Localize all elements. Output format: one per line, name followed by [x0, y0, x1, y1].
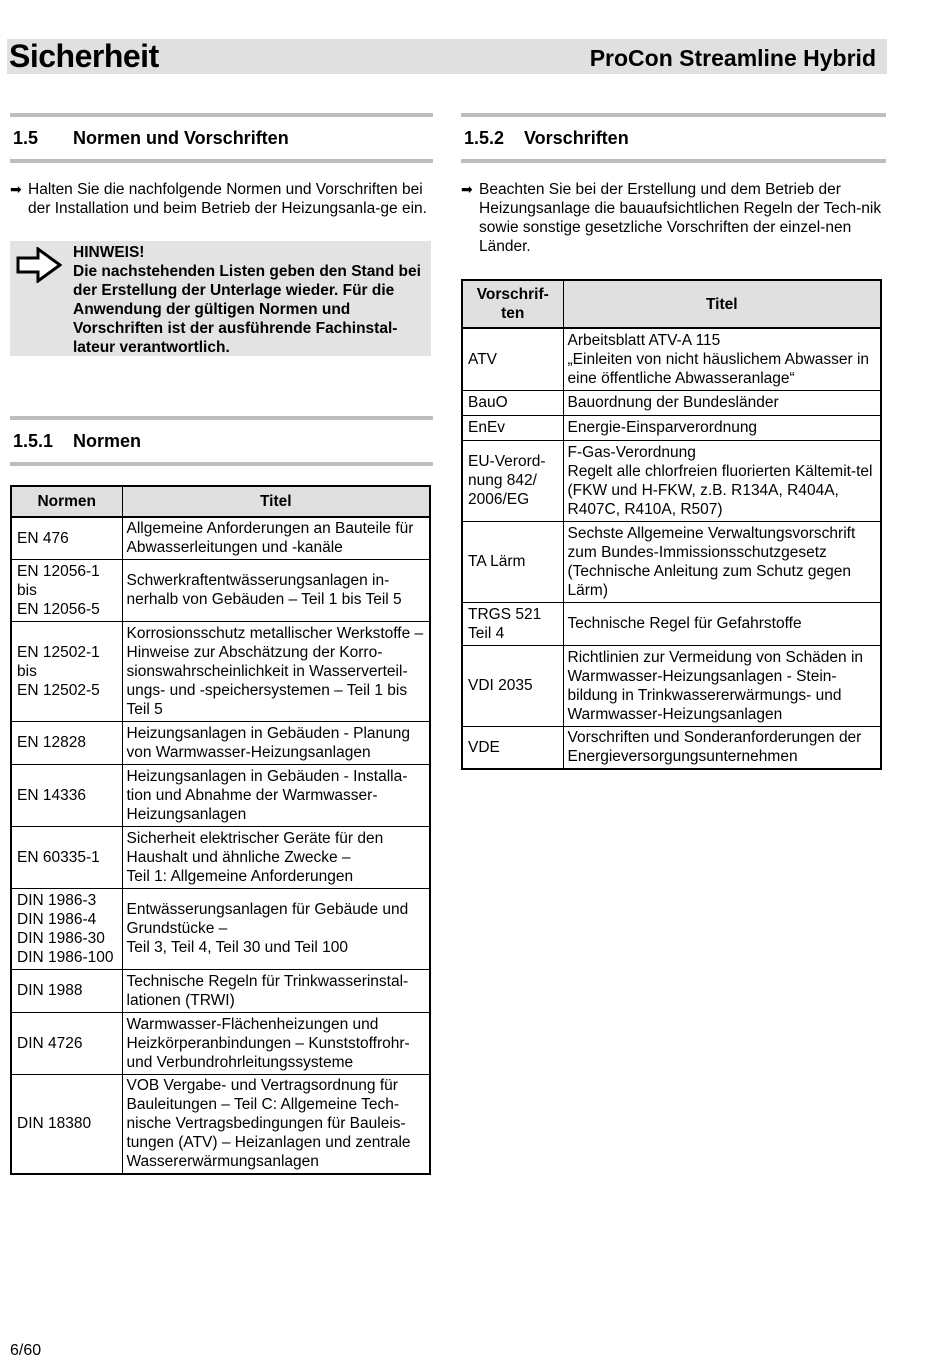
table-cell-key: TA Lärm [462, 521, 563, 602]
column-header: Normen [11, 486, 122, 517]
table-cell-key: EU-Verord- nung 842/ 2006/EG [462, 440, 563, 521]
table-row [462, 602, 881, 645]
table-row [11, 764, 430, 826]
section-heading-1-5 [10, 113, 433, 163]
table-cell-title: VOB Vergabe- und Vertragsordnung für Bauleitungen – Teil C: Allgemeine Tech-nische Vertragsbedingungen für Bauleis-tungen (ATV) – Heizanlagen und zentrale Wassererwärmungsanlagen [122, 1074, 430, 1174]
hint-title: HINWEIS! [73, 244, 145, 261]
section-heading-1-5-1 [10, 416, 433, 466]
table-cell-key: EnEv [462, 415, 563, 440]
table-cell-key: ATV [462, 328, 563, 390]
right-column [461, 113, 886, 770]
page-number: 6/60 [10, 1342, 42, 1359]
table-row [11, 721, 430, 764]
table-cell-title: Energie-Einsparverordnung [563, 415, 881, 440]
instruction-text: Halten Sie die nachfolgende Normen und Vorschriften bei der Installation und beim Betrieb der Heizungsanla-ge ein. [28, 181, 427, 217]
table-cell-title: Entwässerungsanlagen für Gebäude und Grundstücke – Teil 3, Teil 4, Teil 30 und Teil 100 [122, 888, 430, 969]
section-title: Vorschriften [524, 128, 629, 148]
header-section-title: Sicherheit [9, 38, 159, 74]
section-heading-1-5-2 [461, 113, 886, 163]
table-cell-key: VDI 2035 [462, 645, 563, 726]
table-row [11, 969, 430, 1012]
section-title: Normen [73, 431, 142, 451]
arrow-right-icon: ➡ [461, 181, 473, 197]
page-header [7, 39, 887, 74]
table-cell-title: Allgemeine Anforderungen an Bauteile für Abwasserleitungen und -kanäle [122, 517, 430, 559]
table-cell-key: DIN 1988 [11, 969, 122, 1012]
table-row [11, 888, 430, 969]
table-row [11, 621, 430, 721]
table-cell-title: Heizungsanlagen in Gebäuden - Planung von Warmwasser-Heizungsanlagen [122, 721, 430, 764]
table-row [462, 521, 881, 602]
table-cell-key: EN 14336 [11, 764, 122, 826]
table-header-row [462, 280, 881, 328]
table-cell-key: DIN 18380 [11, 1074, 122, 1174]
left-column [10, 113, 433, 1175]
table-cell-title: Schwerkraftentwässerungsanlagen in-nerhalb von Gebäuden – Teil 1 bis Teil 5 [122, 559, 430, 621]
instruction-bullet [461, 180, 886, 256]
section-number: 1.5.2 [464, 128, 505, 148]
table-row [462, 390, 881, 415]
table-row [11, 826, 430, 888]
table-cell-key: EN 12502-1 bis EN 12502-5 [11, 621, 122, 721]
table-row [462, 645, 881, 726]
header-product-name: ProCon Streamline Hybrid [589, 45, 876, 71]
section-number: 1.5.1 [13, 431, 54, 451]
table-cell-key: EN 476 [11, 517, 122, 559]
table-cell-title: F-Gas-Verordnung Regelt alle chlorfreien fluorierten Kältemit-tel (FKW und H-FKW, z.B. R134A, R404A, R407C, R410A, R507) [563, 440, 881, 521]
table-cell-key: EN 12828 [11, 721, 122, 764]
column-header: Vorschrif- ten [462, 280, 563, 328]
table-header-row [11, 486, 430, 517]
column-header: Titel [563, 280, 881, 328]
table-row [462, 440, 881, 521]
table-cell-title: Richtlinien zur Vermeidung von Schäden in Warmwasser-Heizungsanlagen - Stein-bildung in Trinkwassererwärmungs- und Warmwasser-Heizungsanlagen [563, 645, 881, 726]
table-cell-title: Korrosionsschutz metallischer Werkstoffe – Hinweise zur Abschätzung der Korro-sionswahrscheinlichkeit in Wasserverteil-ungs- und -speichersystemen – Teil 1 bis Teil 5 [122, 621, 430, 721]
normen-table [10, 485, 431, 1175]
table-cell-key: DIN 4726 [11, 1012, 122, 1074]
hint-text: Die nachstehenden Listen geben den Stand bei der Erstellung der Unterlage wieder. Für die Anwendung der gültigen Normen und Vorschriften ist der ausführende Fachinstal-lateur verantwortlich. [73, 263, 421, 356]
table-cell-title: Technische Regeln für Trinkwasserinstal-lationen (TRWI) [122, 969, 430, 1012]
table-cell-key: EN 60335-1 [11, 826, 122, 888]
section-title: Normen und Vorschriften [73, 128, 289, 148]
table-cell-title: Vorschriften und Sonderanforderungen der Energieversorgungsunternehmen [563, 726, 881, 769]
table-cell-title: Heizungsanlagen in Gebäuden - Installa-tion und Abnahme der Warmwasser-Heizungsanlagen [122, 764, 430, 826]
vorschriften-table [461, 279, 882, 770]
hint-box [10, 241, 431, 356]
table-cell-title: Arbeitsblatt ATV-A 115 „Einleiten von nicht häuslichem Abwasser in eine öffentliche Abwasseranlage“ [563, 328, 881, 390]
table-cell-title: Sechste Allgemeine Verwaltungsvorschrift zum Bundes-Immissionsschutzgesetz (Technische Anleitung zum Schutz gegen Lärm) [563, 521, 881, 602]
table-row [11, 1074, 430, 1174]
table-cell-key: TRGS 521 Teil 4 [462, 602, 563, 645]
table-cell-title: Technische Regel für Gefahrstoffe [563, 602, 881, 645]
table-cell-key: VDE [462, 726, 563, 769]
table-cell-title: Bauordnung der Bundesländer [563, 390, 881, 415]
table-cell-key: BauO [462, 390, 563, 415]
arrow-right-icon: ➡ [10, 181, 22, 197]
section-number: 1.5 [13, 128, 39, 148]
table-cell-key: EN 12056-1 bis EN 12056-5 [11, 559, 122, 621]
table-row [11, 517, 430, 559]
table-cell-key: DIN 1986-3 DIN 1986-4 DIN 1986-30 DIN 1986-100 [11, 888, 122, 969]
table-row [462, 415, 881, 440]
table-row [462, 726, 881, 769]
column-header: Titel [122, 486, 430, 517]
instruction-text: Beachten Sie bei der Erstellung und dem Betrieb der Heizungsanlage die bauaufsichtlichen Regeln der Tech-nik sowie sonstige gesetzliche Vorschriften der einzel-nen Länder. [479, 181, 882, 255]
table-cell-title: Sicherheit elektrischer Geräte für den Haushalt und ähnliche Zwecke – Teil 1: Allgemeine Anforderungen [122, 826, 430, 888]
hint-arrow-icon [16, 247, 62, 283]
table-row [11, 559, 430, 621]
table-row [11, 1012, 430, 1074]
table-cell-title: Warmwasser-Flächenheizungen und Heizkörperanbindungen – Kunststoffrohr- und Verbundrohrleitungssysteme [122, 1012, 430, 1074]
instruction-bullet [10, 180, 433, 218]
table-row [462, 328, 881, 390]
